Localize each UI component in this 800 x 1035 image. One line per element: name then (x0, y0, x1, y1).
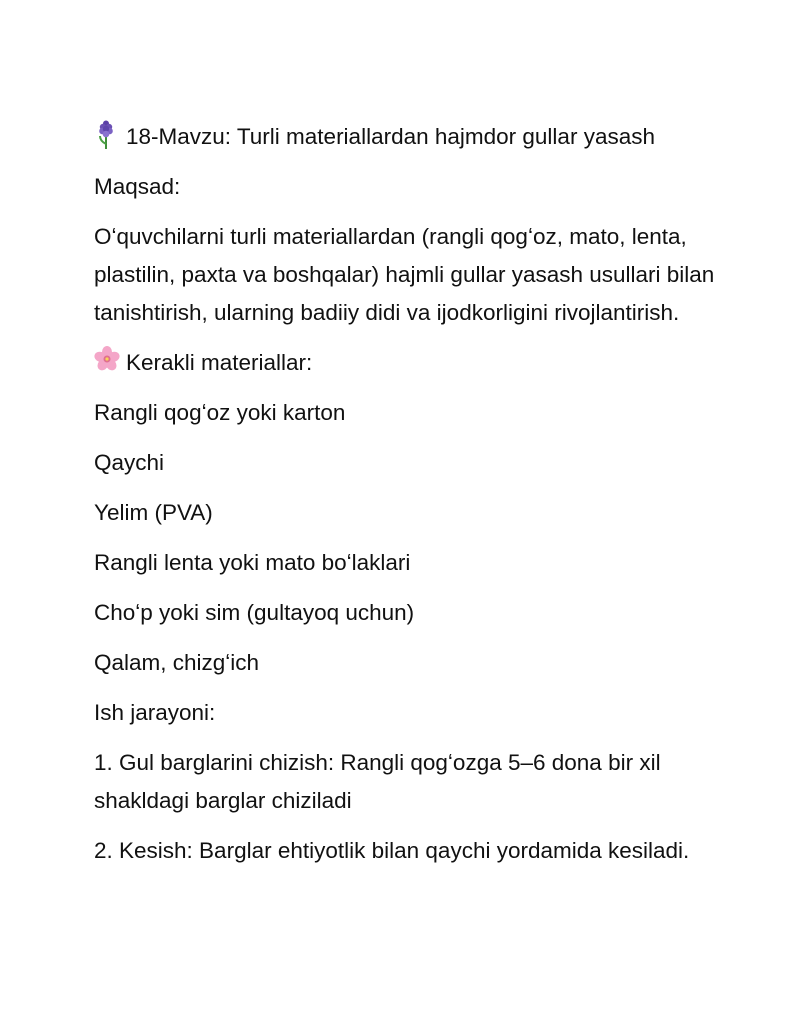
process-step: 2. Kesish: Barglar ehtiyotlik bilan qaychi yordamida kesiladi. (94, 838, 690, 863)
materials-heading (94, 344, 734, 382)
material-item: Qalam, chizgʻich (94, 650, 260, 675)
material-item: Rangli lenta yoki mato boʻlaklari (94, 550, 411, 575)
goal-heading: Maqsad: (94, 174, 181, 199)
material-item: Choʻp yoki sim (gultayoq uchun) (94, 600, 415, 625)
process-heading: Ish jarayoni: (94, 700, 216, 725)
cherry-blossom-icon (94, 346, 120, 376)
topic-title (94, 118, 734, 156)
material-item: Rangli qogʻoz yoki karton (94, 400, 346, 425)
process-step: 1. Gul barglarini chizish: Rangli qogʻozga 5–6 dona bir xil shakldagi barglar chiziladi (94, 750, 661, 813)
topic-title-text: 18-Mavzu: Turli materiallardan hajmdor gullar yasash (126, 124, 655, 149)
material-item: Qaychi (94, 450, 165, 475)
goal-text: Oʻquvchilarni turli materiallardan (rangli qogʻoz, mato, lenta, plastilin, paxta va boshqalar) hajmli gullar yasash usullari bilan tanishtirish, ularning badiiy didi va ijodkorligini rivojlantirish. (94, 224, 715, 325)
hyacinth-icon (94, 120, 120, 150)
document-page (94, 118, 734, 882)
materials-heading-text: Kerakli materiallar: (126, 350, 313, 375)
material-item: Yelim (PVA) (94, 500, 213, 525)
